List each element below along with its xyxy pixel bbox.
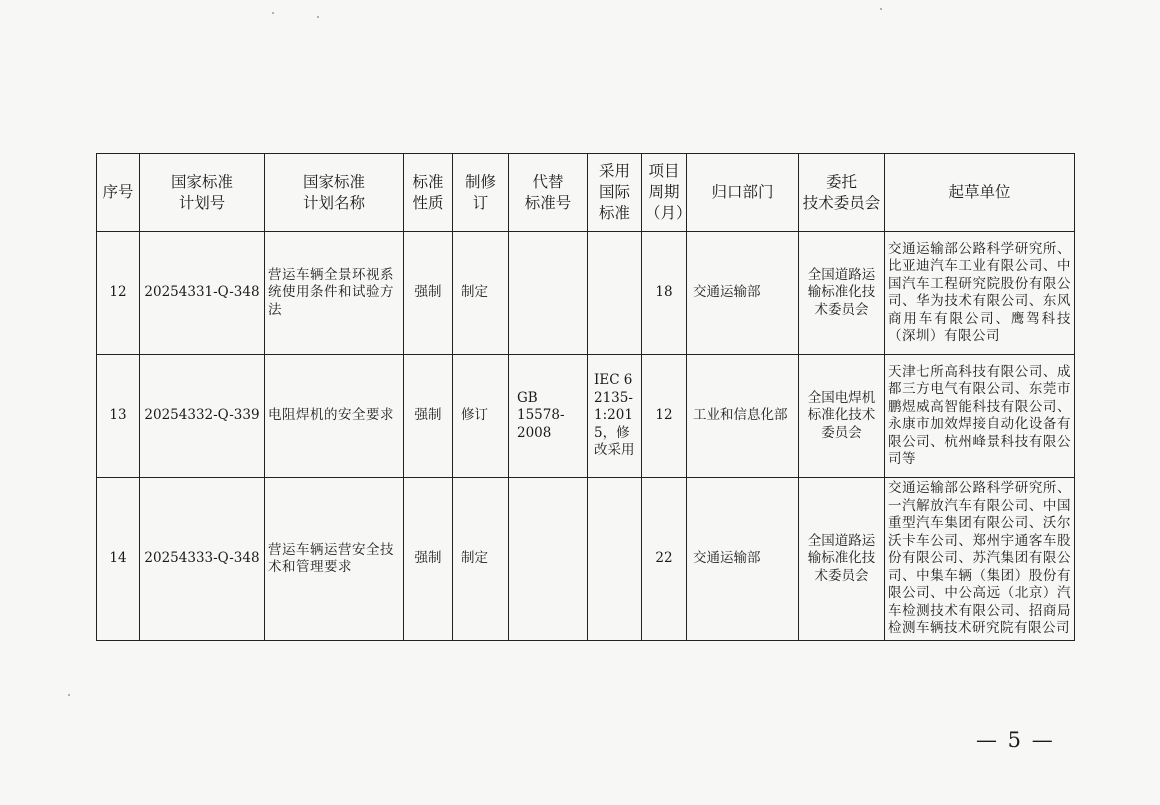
cell-revision: 制定 [453,478,509,641]
header-nature: 标准 性质 [404,154,453,232]
cell-committee: 全国道路运输标准化技术委员会 [799,232,885,355]
cell-nature: 强制 [404,355,453,478]
cell-drafters: 交通运输部公路科学研究所、一汽解放汽车有限公司、中国重型汽车集团有限公司、沃尔沃卡车公司、郑州宇通客车股份有限公司、苏汽集团有限公司、中集车辆（集团）股份有限公司、中公高远（北京）汽车检测技术有限公司、招商局检测车辆技术研究院有限公司 [885,478,1075,641]
cell-replaces [509,232,588,355]
table-row [97,478,1075,641]
cell-plan-name: 营运车辆全景环视系统使用条件和试验方法 [265,232,404,355]
cell-cycle: 22 [642,478,687,641]
cell-cycle: 12 [642,355,687,478]
header-plan-no: 国家标准 计划号 [140,154,265,232]
cell-dept: 交通运输部 [687,232,799,355]
header-intl-std: 采用 国际 标准 [588,154,642,232]
cell-plan-name: 电阻焊机的安全要求 [265,355,404,478]
cell-seq: 13 [97,355,140,478]
cell-intl-std [588,478,642,641]
header-committee: 委托 技术委员会 [799,154,885,232]
cell-committee: 全国电焊机标准化技术委员会 [799,355,885,478]
table-header-row [97,154,1075,232]
cell-plan-name: 营运车辆运营安全技术和管理要求 [265,478,404,641]
header-revision: 制修 订 [453,154,509,232]
cell-seq: 14 [97,478,140,641]
cell-cycle: 18 [642,232,687,355]
cell-drafters: 天津七所高科技有限公司、成都三方电气有限公司、东莞市鹏煜威高智能科技有限公司、永康市加效焊接自动化设备有限公司、杭州峰景科技有限公司等 [885,355,1075,478]
cell-drafters: 交通运输部公路科学研究所、比亚迪汽车工业有限公司、中国汽车工程研究院股份有限公司、华为技术有限公司、东风商用车有限公司、鹰驾科技（深圳）有限公司 [885,232,1075,355]
cell-intl-std: IEC 62135-1:2015，修改采用 [588,355,642,478]
cell-replaces: GB 15578-2008 [509,355,588,478]
cell-plan-no: 20254332-Q-339 [140,355,265,478]
cell-dept: 工业和信息化部 [687,355,799,478]
scan-speck [317,16,319,18]
header-replaces: 代替 标准号 [509,154,588,232]
cell-plan-no: 20254331-Q-348 [140,232,265,355]
cell-seq: 12 [97,232,140,355]
standards-plan-table [96,153,1075,641]
scan-speck [272,12,274,14]
scan-speck [68,694,70,696]
table-row [97,355,1075,478]
cell-dept: 交通运输部 [687,478,799,641]
cell-revision: 修订 [453,355,509,478]
header-drafters: 起草单位 [885,154,1075,232]
cell-intl-std [588,232,642,355]
header-seq: 序号 [97,154,140,232]
scan-speck [880,8,882,10]
page-number: — 5 — [976,728,1055,752]
cell-replaces [509,478,588,641]
cell-nature: 强制 [404,478,453,641]
cell-plan-no: 20254333-Q-348 [140,478,265,641]
cell-nature: 强制 [404,232,453,355]
header-dept: 归口部门 [687,154,799,232]
table-row [97,232,1075,355]
cell-committee: 全国道路运输标准化技术委员会 [799,478,885,641]
header-plan-name: 国家标准 计划名称 [265,154,404,232]
cell-revision: 制定 [453,232,509,355]
header-cycle: 项目 周期 （月） [642,154,687,232]
